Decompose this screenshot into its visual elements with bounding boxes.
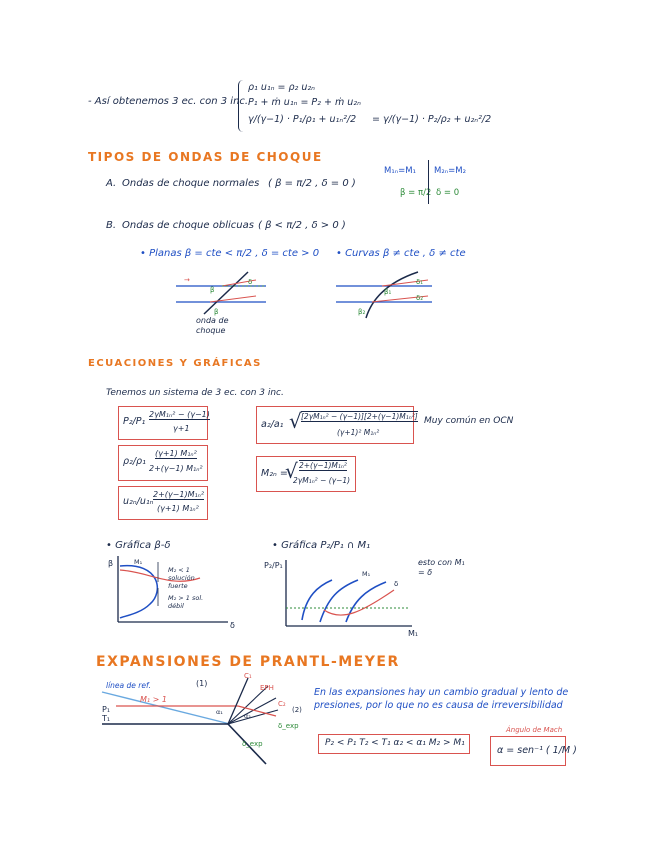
left-y-label: β <box>108 559 114 568</box>
eq-pressure-box <box>118 406 208 440</box>
tipo-a-label: A. <box>106 178 117 189</box>
expansion-text: En las expansiones hay un cambio gradual y lento de presiones, por lo que no es causa de irreversibilidad <box>314 687 569 711</box>
eq-m-den: 2γM₁ₙ² − (γ−1) <box>293 476 351 485</box>
intro-eq1: ρ₁ u₁ₙ = ρ₂ u₂ₙ <box>248 82 315 93</box>
side-right-top: M₂ₙ=M₂ <box>434 166 466 176</box>
intro-eq3b: = γ/(γ−1) · P₂/ρ₂ + u₂ₙ²/2 <box>372 114 492 125</box>
beta1-label: β₁ <box>384 288 392 296</box>
left-note-strong: M₂ < 1 solución fuerte <box>168 566 195 590</box>
ecuaciones-heading: ECUACIONES Y GRÁFICAS <box>88 358 262 369</box>
curvas-text: • Curvas β ≠ cte , δ ≠ cte <box>336 248 466 259</box>
delta2-label: δ₂ <box>416 294 424 302</box>
delta-label: δ <box>248 278 253 286</box>
eq-u-lhs: u₂ₙ/u₁ₙ <box>123 496 154 507</box>
side-left-top: M₁ₙ=M₁ <box>384 166 416 176</box>
relations-box <box>318 734 470 754</box>
curved-shock-sketch <box>336 272 432 318</box>
alpha2-label: α₂ <box>244 712 251 720</box>
grafica-left-title: • Gráfica β-δ <box>106 540 171 551</box>
ecuaciones-intro: Tenemos un sistema de 3 ec. con 3 inc. <box>106 388 284 398</box>
intro-text: - Así obtenemos 3 ec. con 3 inc. <box>88 96 249 107</box>
eq-velocity-box <box>118 486 208 520</box>
mach-angle-title: Ángulo de Mach <box>506 726 563 734</box>
right-y-label: P₂/P₁ <box>264 561 283 570</box>
right-delta-label: δ <box>394 580 399 588</box>
m1-label: M₁ > 1 <box>140 695 167 704</box>
eq-r-den: 2+(γ−1) M₁ₙ² <box>149 464 203 473</box>
pm-curve-2 <box>320 580 358 622</box>
p1-label: P₁ <box>102 705 111 714</box>
eph-label: EPH <box>260 684 274 692</box>
eq-m-lhs: M₂ₙ = <box>261 468 288 479</box>
planar-shock-sketch <box>176 272 266 316</box>
eq-r-lhs: ρ₂/ρ₁ <box>123 456 146 467</box>
pm-curve-1 <box>302 580 332 620</box>
tipo-b-label: B. <box>106 220 117 231</box>
tipo-b-text: Ondas de choque oblicuas <box>122 220 254 231</box>
left-x-label: δ <box>230 621 235 630</box>
left-note-weak: M₂ > 1 sol. débil <box>168 594 204 610</box>
eq-a-den: (γ+1)² M₁ₙ² <box>337 428 380 437</box>
mach-angle-formula: α = sen⁻¹ ( 1/M ) <box>497 745 577 756</box>
relations-text: P₂ < P₁ T₂ < T₁ α₂ < α₁ M₂ > M₁ <box>325 738 465 748</box>
deflection-line-lower <box>210 296 256 302</box>
tipo-a-cond: ( β = π/2 , δ = 0 ) <box>268 178 356 189</box>
beta2-label: β₂ <box>358 308 366 316</box>
ocn-note: Muy común en OCN <box>424 416 514 426</box>
side-right-bot: δ = 0 <box>436 188 460 198</box>
eq-a-num: [2γM₁ₙ² − (γ−1)][2+(γ−1)M₁ₙ²] <box>301 412 418 421</box>
eq-u-num: 2+(γ−1)M₁ₙ² <box>153 490 205 499</box>
eq-m-num: 2+(γ−1)M₁ₙ² <box>299 461 347 470</box>
planas-text: • Planas β = cte < π/2 , δ = cte > 0 <box>140 248 320 259</box>
right-note: esto con M₁ = δ <box>418 558 465 577</box>
delta1-label: δ₁ <box>416 278 424 286</box>
beta-delta-graph <box>100 552 240 632</box>
mach-angle-box <box>490 736 577 766</box>
eq-p-lhs: P₂/P₁ <box>123 416 146 427</box>
intro-eq3a: γ/(γ−1) · P₁/ρ₁ + u₁ₙ²/2 <box>248 114 357 125</box>
c2-label: C₂ <box>278 700 286 708</box>
shock-line <box>428 160 429 204</box>
curved-shock-line <box>366 272 418 318</box>
side-left-bot: β = π/2 <box>400 188 432 198</box>
onda-choque-label: onda de choque <box>196 316 229 335</box>
tipo-b-cond: ( β < π/2 , δ > 0 ) <box>258 220 346 231</box>
c1-label: C₁ <box>244 672 252 680</box>
eq-u-den: (γ+1) M₁ₙ² <box>157 504 199 513</box>
delta-exp-label: δ_exp <box>278 722 299 730</box>
right-x-label: M₁ <box>408 629 419 638</box>
linea-ref-label: línea de ref. <box>106 681 151 690</box>
eq-r-num: (γ+1) M₁ₙ² <box>155 449 197 458</box>
beta-label: β <box>210 286 215 294</box>
region1-label: (1) <box>196 679 208 688</box>
eq-p-num: 2γM₁ₙ² − (γ−1) <box>149 410 210 419</box>
expansiones-heading: EXPANSIONES DE PRANTL-MEYER <box>96 654 400 670</box>
pm-curve-red <box>324 590 394 615</box>
eq-mach2-box: M₂ₙ = √ 2+(γ−1)M₁ₙ² 2γM₁ₙ² − (γ−1) <box>256 456 356 492</box>
svg-text:→: → <box>184 276 190 284</box>
prandtl-meyer-sketch <box>98 672 308 772</box>
eq-a-lhs: a₂/a₁ <box>261 419 284 430</box>
eq-p-den: γ+1 <box>173 424 190 433</box>
eq-sound-speed-box: a₂/a₁ √ [2γM₁ₙ² − (γ−1)][2+(γ−1)M₁ₙ²] (γ+1)² M₁ₙ² <box>256 406 414 444</box>
normal-shock-sketch <box>384 160 484 204</box>
grafica-right-title: • Gráfica P₂/P₁ ∩ M₁ <box>272 540 371 551</box>
pressure-mach-graph <box>262 556 422 640</box>
tipos-heading: TIPOS DE ONDAS DE CHOQUE <box>88 150 323 164</box>
region2-label: (2) <box>292 706 302 714</box>
alpha1-label: α₁ <box>216 708 223 716</box>
right-m1-label: M₁ <box>362 570 371 578</box>
tipo-a-text: Ondas de choque normales <box>122 178 260 189</box>
left-m1-label: M₁ <box>134 558 143 566</box>
intro-eq2: P₁ + ṁ u₁ₙ = P₂ + ṁ u₂ₙ <box>248 97 361 108</box>
system-brace <box>238 80 243 132</box>
delta-exp-label-lower: δ_exp <box>242 740 263 748</box>
beta-label-lower: β <box>214 308 219 316</box>
pm-curve-3 <box>346 582 386 622</box>
t1-label: T₁ <box>102 714 111 723</box>
eq-density-box <box>118 445 208 481</box>
